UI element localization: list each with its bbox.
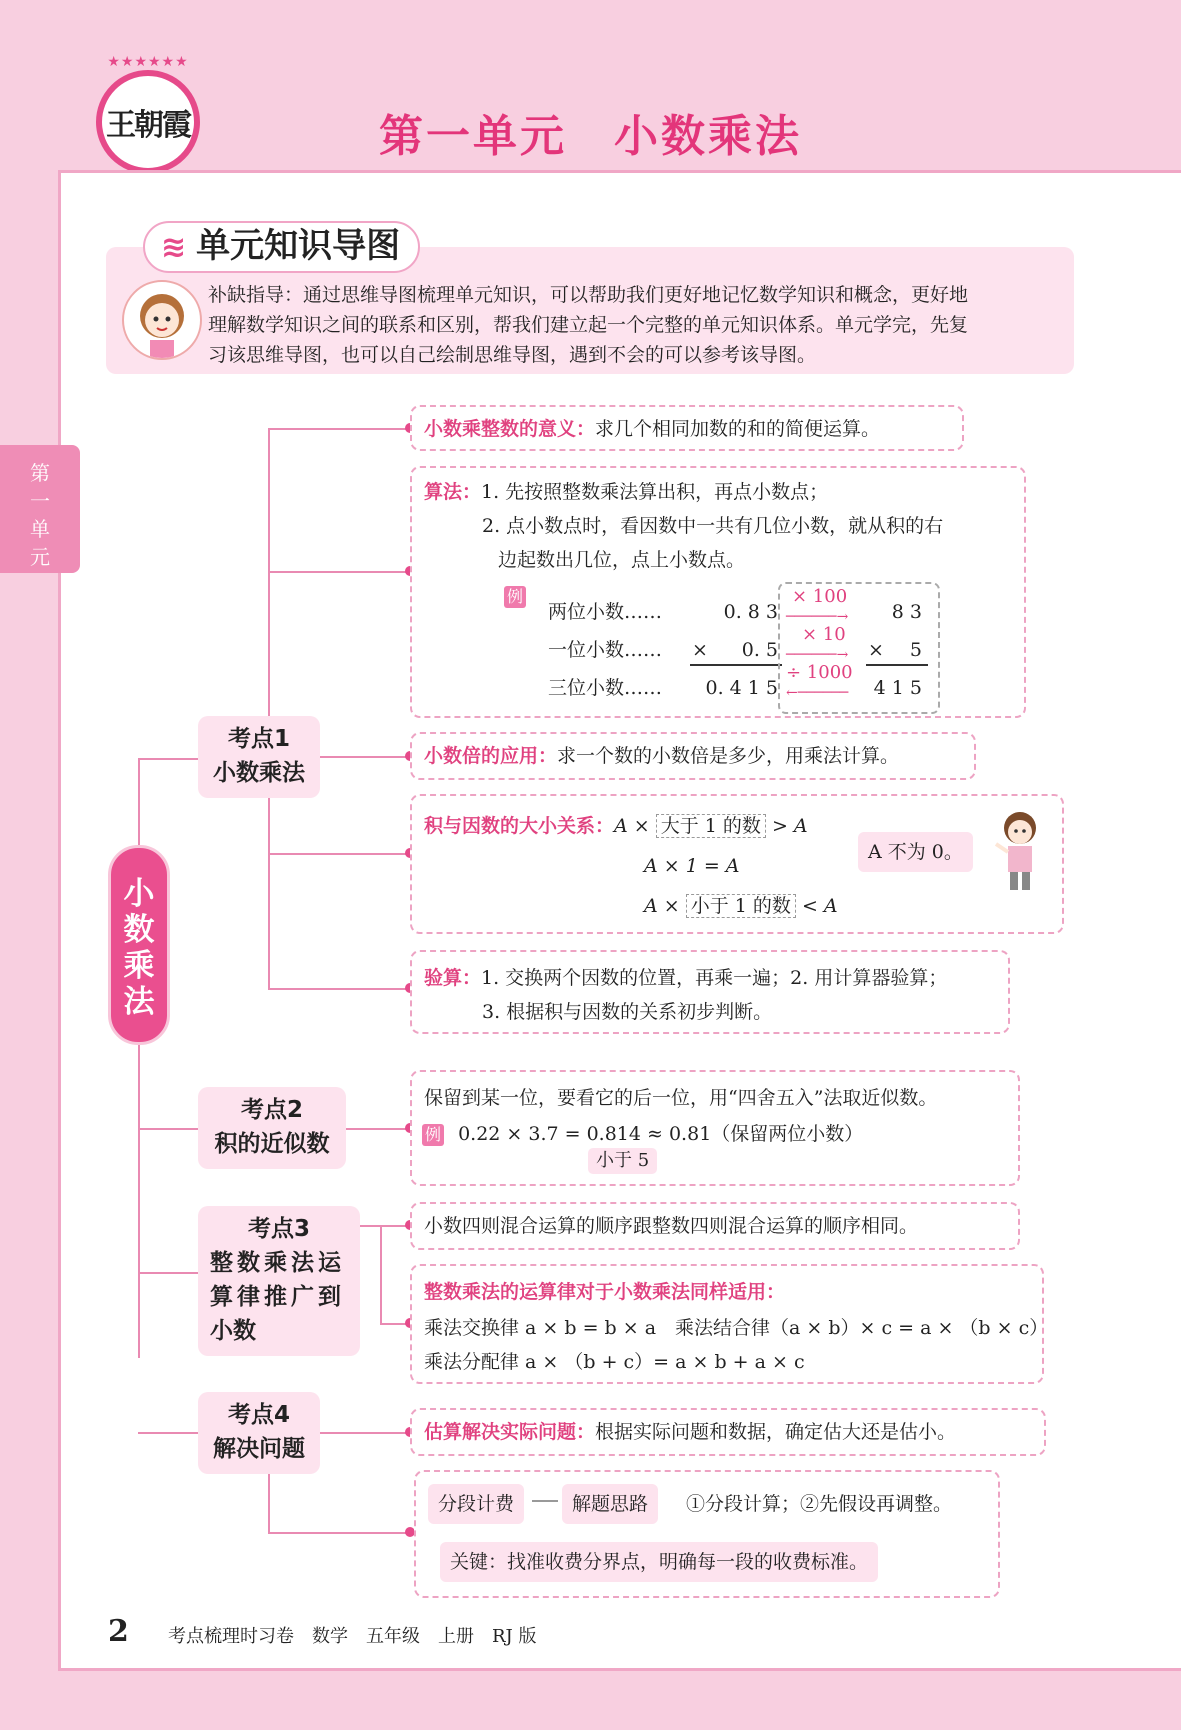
card-text: 1. 交换两个因数的位置，再乘一遍；2. 用计算器验算； [481, 967, 948, 989]
card-label: 整数乘法的运算律对于小数乘法同样适用： [424, 1281, 786, 1303]
example-tag: 例 [422, 1124, 444, 1146]
wave-icon: ≋ [161, 230, 187, 265]
connector-line [380, 1323, 408, 1325]
law-line: 乘法交换律 a × b = b × a 乘法结合律（a × b）× c = a × （b × c） [424, 1317, 1049, 1339]
card-meaning [410, 405, 964, 451]
relation-text: < A [801, 895, 838, 917]
girl-avatar [122, 280, 202, 360]
connector-line [268, 988, 408, 990]
card-label: 验算： [424, 967, 482, 989]
topic-node-1 [198, 716, 320, 798]
relation-text: > A [771, 815, 808, 837]
connector-line [380, 1225, 382, 1325]
approx-note: 小于 5 [588, 1148, 657, 1174]
topic-name-line: 小数 [210, 1318, 256, 1344]
card-label: 小数乘整数的意义： [424, 418, 596, 440]
card-text: 3. 根据积与因数的关系初步判断。 [482, 1001, 773, 1023]
connector-line [268, 1468, 270, 1532]
law-line: 乘法分配律 a × （b + c）= a × b + a × c [424, 1351, 805, 1373]
relation-text: A × [644, 895, 680, 917]
connector-line [268, 428, 270, 988]
topic-key: 考点2 [240, 1097, 303, 1123]
connector-line [268, 428, 408, 430]
relation-note: A 不为 0。 [858, 832, 973, 872]
logo-stars: ★★★★★★ [107, 54, 189, 70]
connector-line [346, 1128, 408, 1130]
boy-illustration [992, 808, 1048, 904]
side-tab [0, 445, 80, 573]
topic-name: 积的近似数 [214, 1131, 330, 1157]
guide-line: 补缺指导：通过思维导图梳理单元知识，可以帮助我们更好地记忆数学知识和概念，更好地 [208, 284, 969, 306]
example-row-label: 一位小数…… [548, 639, 663, 661]
segment-chip: 解题思路 [562, 1484, 658, 1524]
guide-line: 习该思维导图，也可以自己绘制思维导图，遇到不会的可以参考该导图。 [208, 344, 817, 366]
algorithm-step: 2. 点小数点时，看因数中一共有几位小数，就从积的右 [482, 515, 944, 537]
guide-line: 理解数学知识之间的联系和区别，帮我们建立起一个完整的单元知识体系。单元学完，先复 [208, 314, 969, 336]
section-heading-text: 单元知识导图 [196, 226, 401, 266]
connector-line [268, 853, 408, 855]
root-node [108, 845, 170, 1045]
card-relation [410, 794, 1064, 934]
relation-box: 小于 1 的数 [686, 894, 796, 918]
segment-key: 关键：找准收费分界点，明确每一段的收费标准。 [440, 1542, 878, 1582]
card-order [410, 1202, 1020, 1250]
int-op: × [868, 639, 884, 661]
card-text: 求一个数的小数倍是多少，用乘法计算。 [557, 745, 900, 767]
arrow-label: × 10 [802, 624, 846, 645]
example-tag: 例 [504, 586, 526, 608]
arrow-label: ÷ 1000 [786, 662, 853, 683]
arrow-label: × 100 [792, 586, 848, 607]
topic-node-2 [198, 1087, 346, 1169]
int-value: 4 1 5 [873, 677, 922, 699]
topic-key: 考点1 [227, 726, 290, 752]
connector-line [360, 1225, 408, 1227]
sum-line [690, 664, 782, 666]
connector-line [268, 571, 408, 573]
connector-line [532, 1500, 558, 1502]
card-approx [410, 1070, 1020, 1186]
example-value: 0. 5 [741, 639, 778, 661]
card-text: 求几个相同加数的和的简便运算。 [595, 418, 881, 440]
connector-line [138, 1128, 198, 1130]
topic-name-line: 算律推广到 [210, 1284, 345, 1310]
topic-key: 考点4 [227, 1402, 290, 1428]
card-text: 保留到某一位，要看它的后一位，用“四舍五入”法取近似数。 [424, 1087, 938, 1109]
connector-line [138, 758, 198, 760]
footer-text: 考点梳理时习卷 数学 五年级 上册 RJ 版 [168, 1626, 537, 1647]
connector-line [138, 1432, 198, 1434]
approx-example: 0.22 × 3.7 = 0.814 ≈ 0.81（保留两位小数） [458, 1123, 864, 1145]
card-estimate [410, 1408, 1046, 1456]
relation-box: 大于 1 的数 [656, 814, 766, 838]
example-row-label: 三位小数…… [548, 677, 663, 699]
card-multiple [410, 732, 976, 780]
topic-name: 小数乘法 [213, 760, 305, 786]
sum-line [866, 664, 928, 666]
guide-text [208, 280, 1064, 370]
example-value: 0. 4 1 5 [705, 677, 778, 699]
logo-text: 王朝霞 [106, 108, 190, 143]
int-value: 8 3 [891, 601, 922, 623]
example-op: × [692, 639, 708, 661]
connector-line [320, 1432, 408, 1434]
segment-chip: 分段计费 [428, 1484, 524, 1524]
topic-name-line: 整数乘法运 [210, 1250, 345, 1276]
card-laws [410, 1264, 1049, 1384]
topic-key: 考点3 [247, 1216, 310, 1242]
connector-line [268, 1532, 408, 1534]
card-algorithm [410, 466, 1026, 718]
connector-line [318, 756, 408, 758]
page-number: 2 [108, 1614, 129, 1649]
page-title: 第一单元 小数乘法 [379, 111, 802, 162]
side-tab-text: 第一单元 [30, 461, 50, 569]
relation-text: A × 1 = A [644, 855, 740, 877]
section-heading [143, 221, 420, 273]
example-value: 0. 8 3 [723, 601, 778, 623]
card-label: 算法： [424, 481, 482, 503]
example-row-label: 两位小数…… [548, 601, 663, 623]
left-arrow-icon: ←────── [786, 685, 849, 701]
algorithm-step: 1. 先按照整数乘法算出积，再点小数点； [481, 481, 829, 503]
relation-text: A × [614, 815, 650, 837]
card-segment [414, 1470, 1000, 1598]
card-check [410, 950, 1010, 1034]
card-label: 积与因数的大小关系： [424, 815, 615, 837]
card-label: 小数倍的应用： [424, 745, 558, 767]
topic-node-4 [198, 1392, 320, 1474]
card-label: 估算解决实际问题： [424, 1421, 596, 1443]
int-value: 5 [909, 639, 922, 661]
topic-name: 解决问题 [213, 1436, 305, 1462]
segment-idea: ①分段计算；②先假设再调整。 [686, 1493, 953, 1515]
right-arrow-icon: ──────→ [786, 647, 849, 663]
root-text: 小数乘法 [123, 876, 155, 1020]
card-text: 根据实际问题和数据，确定估大还是估小。 [595, 1421, 957, 1443]
topic-node-3 [198, 1206, 360, 1356]
connector-line [138, 1272, 198, 1274]
right-arrow-icon: ──────→ [786, 609, 849, 625]
card-text: 小数四则混合运算的顺序跟整数四则混合运算的顺序相同。 [424, 1215, 919, 1237]
algorithm-step: 边起数出几位，点上小数点。 [498, 549, 746, 571]
